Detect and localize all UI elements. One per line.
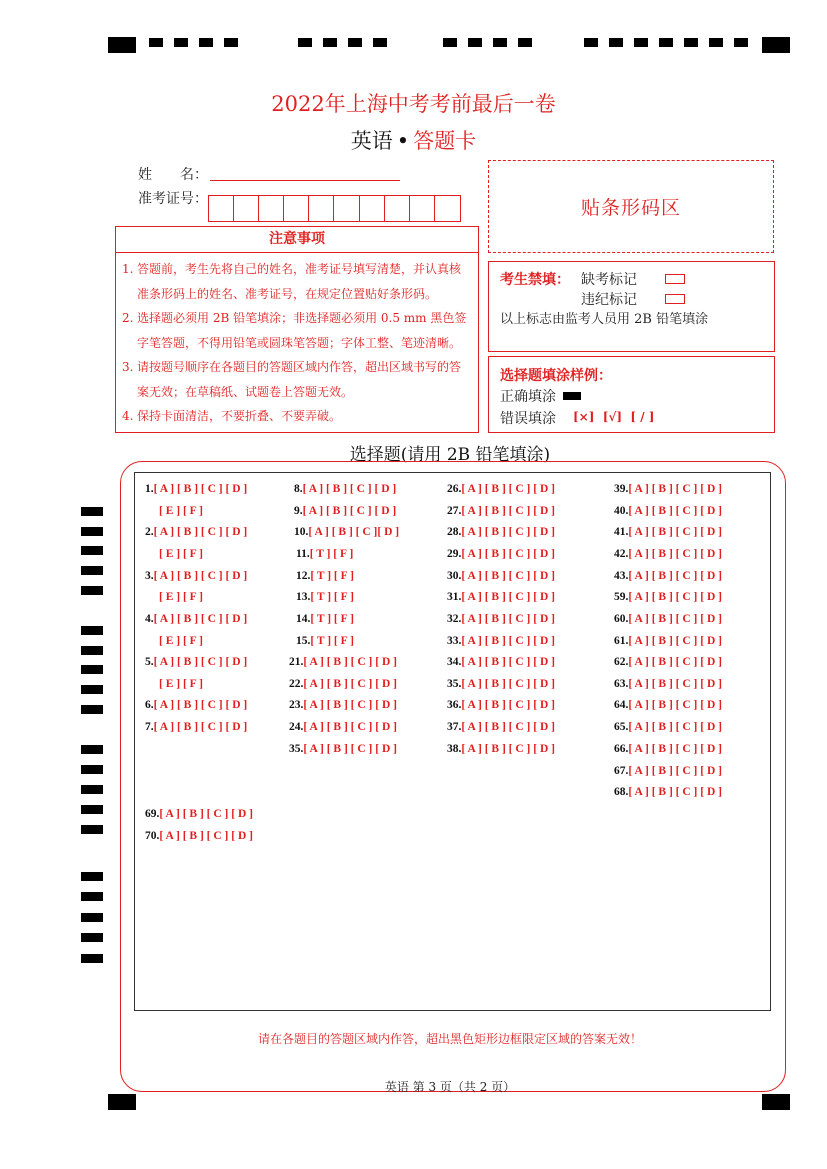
question-row[interactable] [289, 656, 397, 668]
notice-item-number: 2. [122, 311, 134, 325]
timing-mark [762, 1094, 790, 1110]
fill-sample-box [488, 356, 775, 433]
question-options[interactable]: [ A ] [ B ] [ C ] [ D ] [461, 483, 555, 495]
question-options[interactable]: [ A ] [ B ] [ C ] [ D ] [628, 635, 722, 647]
question-options[interactable]: [ T ] [ F ] [310, 570, 354, 582]
timing-mark [224, 38, 238, 47]
timing-mark [81, 913, 103, 922]
question-row[interactable] [145, 570, 247, 582]
question-options[interactable]: [ T ] [ F ] [309, 548, 354, 560]
exam-id-digit-box[interactable] [309, 196, 334, 221]
question-row[interactable] [614, 699, 722, 711]
timing-mark [149, 38, 163, 47]
question-number: 66. [614, 743, 629, 755]
section-title: 选择题(请用 2B 铅笔填涂) [349, 445, 551, 465]
absent-mark-box[interactable] [665, 274, 685, 284]
timing-mark [81, 626, 103, 635]
timing-mark [81, 665, 103, 674]
question-number: 39. [614, 483, 629, 495]
question-options[interactable]: [ A ] [ B ] [ C ] [ D ] [159, 808, 253, 820]
question-options[interactable]: [ T ] [ F ] [310, 613, 354, 625]
name-label: 姓 名： [138, 167, 208, 183]
question-row[interactable] [447, 613, 555, 625]
question-row[interactable] [289, 743, 397, 755]
question-options[interactable]: [ T ] [ F ] [310, 635, 354, 647]
question-options[interactable]: [ E ] [ F ] [159, 591, 203, 603]
question-row[interactable] [296, 635, 354, 647]
question-options[interactable]: [ A ] [ B ] [ C ] [ D ] [628, 505, 722, 517]
question-number: 40. [614, 505, 629, 517]
notice-item [122, 355, 472, 404]
notice-item [122, 404, 472, 429]
question-number: 38. [447, 743, 462, 755]
question-options[interactable]: [ A ] [ B ] [ C ] [ D ] [461, 591, 555, 603]
question-row[interactable] [447, 548, 555, 560]
subtitle-dot: • [396, 129, 410, 153]
timing-mark [81, 685, 103, 694]
question-number: 6. [145, 699, 154, 711]
question-number: 8. [294, 483, 303, 495]
question-row[interactable] [447, 721, 555, 733]
timing-mark [734, 38, 748, 47]
question-options[interactable]: [ A ] [ B ] [ C ] [ D ] [461, 721, 555, 733]
timing-mark [81, 527, 103, 536]
timing-mark [709, 38, 723, 47]
question-options[interactable]: [ A ] [ B ] [ C ] [ D ] [628, 656, 722, 668]
timing-mark [81, 785, 103, 794]
question-row[interactable] [614, 635, 722, 647]
question-number: 59. [614, 591, 629, 603]
question-row[interactable] [447, 743, 555, 755]
question-number: 26. [447, 483, 462, 495]
question-number: 2. [145, 526, 154, 538]
question-options[interactable]: [ A ] [ B ] [ C ] [ D ] [461, 505, 555, 517]
question-options[interactable]: [ A ] [ B ] [ C ] [ D ] [461, 570, 555, 582]
wrong-fill-samples: [×] [√] [ / ] [573, 410, 655, 424]
card-label: 答题卡 [413, 129, 477, 153]
exam-id-digit-box[interactable] [435, 196, 460, 221]
question-row[interactable] [145, 808, 253, 820]
subject-label: 英语 [350, 129, 393, 153]
notice-item [122, 306, 472, 355]
question-number: 32. [447, 613, 462, 625]
notice-item-text: 保持卡面清洁，不要折叠、不要弄破。 [137, 409, 342, 423]
question-options[interactable]: [ A ] [ B ] [ C ] [ D ] [628, 591, 722, 603]
timing-mark [81, 872, 103, 881]
question-number: 30. [447, 570, 462, 582]
question-row[interactable] [447, 678, 555, 690]
question-options[interactable]: [ A ] [ B ] [ C ][ D ] [308, 526, 400, 538]
question-row[interactable] [447, 570, 555, 582]
page-title: 2022年上海中考考前最后一卷 [271, 92, 556, 116]
question-options[interactable]: [ E ] [ F ] [159, 505, 203, 517]
question-row[interactable] [289, 678, 397, 690]
question-options[interactable]: [ A ] [ B ] [ C ] [ D ] [628, 570, 722, 582]
timing-mark [108, 37, 136, 53]
timing-mark [348, 38, 362, 47]
question-options[interactable]: [ A ] [ B ] [ C ] [ D ] [461, 678, 555, 690]
question-row[interactable] [289, 699, 397, 711]
question-number: 42. [614, 548, 629, 560]
question-options[interactable]: [ A ] [ B ] [ C ] [ D ] [302, 505, 397, 517]
question-number: 13. [296, 591, 311, 603]
question-number: 9. [294, 505, 303, 517]
bottom-warning: 请在各题目的答题区域内作答，超出黑色矩形边框限定区域的答案无效！ [257, 1032, 642, 1046]
question-row[interactable] [296, 613, 354, 625]
question-options[interactable]: [ E ] [ F ] [159, 548, 203, 560]
exam-id-digit-box[interactable] [259, 196, 284, 221]
timing-mark [81, 805, 103, 814]
question-options[interactable]: [ A ] [ B ] [ C ] [ D ] [303, 743, 397, 755]
question-options[interactable]: [ A ] [ B ] [ C ] [ D ] [461, 548, 555, 560]
question-row[interactable] [296, 591, 354, 603]
question-row[interactable] [447, 656, 555, 668]
question-number: 64. [614, 699, 629, 711]
question-row[interactable] [614, 656, 722, 668]
barcode-area-label: 贴条形码区 [580, 197, 681, 219]
question-options[interactable]: [ A ] [ B ] [ C ] [ D ] [461, 699, 555, 711]
question-row[interactable] [296, 548, 353, 560]
timing-mark [81, 765, 103, 774]
examiner-only-box [488, 261, 775, 352]
question-number: 34. [447, 656, 462, 668]
question-options[interactable]: [ A ] [ B ] [ C ] [ D ] [153, 613, 248, 625]
notice-item-text: 选择题必须用 2B 铅笔填涂；非选择题必须用 0.5 mm 黑色签字笔答题，不得用铅笔或圆珠笔答题；字体工整、笔迹清晰。 [137, 311, 467, 350]
question-row[interactable] [145, 483, 247, 495]
question-number: 22. [289, 678, 304, 690]
exam-id-boxes[interactable] [208, 195, 461, 222]
question-number: 1. [145, 483, 154, 495]
timing-mark [81, 705, 103, 714]
question-options[interactable]: [ T ] [ F ] [310, 591, 354, 603]
question-row[interactable] [614, 505, 722, 517]
question-row[interactable] [614, 786, 722, 798]
violation-mark-label: 违纪标记 [581, 292, 637, 308]
question-options[interactable]: [ A ] [ B ] [ C ] [ D ] [628, 613, 722, 625]
question-options[interactable]: [ A ] [ B ] [ C ] [ D ] [153, 526, 248, 538]
question-row[interactable] [447, 483, 555, 495]
question-number: 3. [145, 570, 154, 582]
question-number: 5. [145, 656, 154, 668]
exam-id-digit-box[interactable] [385, 196, 410, 221]
question-options[interactable]: [ A ] [ B ] [ C ] [ D ] [303, 678, 397, 690]
question-options[interactable]: [ A ] [ B ] [ C ] [ D ] [628, 483, 722, 495]
question-options[interactable]: [ A ] [ B ] [ C ] [ D ] [628, 526, 722, 538]
question-number: 41. [614, 526, 629, 538]
timing-mark [634, 38, 648, 47]
question-options[interactable]: [ A ] [ B ] [ C ] [ D ] [302, 483, 397, 495]
question-row[interactable] [614, 721, 722, 733]
notice-item-text: 答题前，考生先将自己的姓名，准考证号填写清楚，并认真核准条形码上的姓名、准考证号，在规定位置贴好条形码。 [137, 262, 462, 301]
question-options[interactable]: [ E ] [ F ] [159, 678, 203, 690]
question-row[interactable] [145, 613, 247, 625]
question-row[interactable] [296, 570, 354, 582]
question-row[interactable] [447, 505, 555, 517]
timing-mark [684, 38, 698, 47]
timing-mark [468, 38, 482, 47]
notice-heading: 注意事项 [116, 227, 478, 253]
wrong-fill-label: 错误填涂 [500, 411, 556, 427]
question-number: 11. [296, 548, 310, 560]
question-number: 35. [447, 678, 462, 690]
question-number: 21. [289, 656, 304, 668]
violation-mark-box[interactable] [665, 294, 685, 304]
question-number: 12. [296, 570, 311, 582]
question-number: 62. [614, 656, 629, 668]
timing-mark [493, 38, 507, 47]
timing-mark [81, 586, 103, 595]
question-row[interactable] [145, 830, 253, 842]
question-options[interactable]: [ A ] [ B ] [ C ] [ D ] [628, 786, 722, 798]
correct-fill-sample [563, 392, 581, 400]
notice-item [122, 257, 472, 306]
exam-id-label: 准考证号： [138, 191, 208, 207]
exam-id-digit-box[interactable] [410, 196, 435, 221]
question-row[interactable] [294, 505, 396, 517]
timing-mark [81, 933, 103, 942]
timing-mark [659, 38, 673, 47]
question-options[interactable]: [ A ] [ B ] [ C ] [ D ] [153, 570, 248, 582]
question-row[interactable] [614, 678, 722, 690]
question-options[interactable]: [ A ] [ B ] [ C ] [ D ] [461, 526, 555, 538]
question-row[interactable] [614, 743, 722, 755]
question-number: 43. [614, 570, 629, 582]
timing-mark [609, 38, 623, 47]
question-options[interactable]: [ A ] [ B ] [ C ] [ D ] [303, 699, 397, 711]
question-options[interactable]: [ A ] [ B ] [ C ] [ D ] [628, 765, 722, 777]
notice-item-number: 1. [122, 262, 134, 276]
timing-mark [298, 38, 312, 47]
question-row[interactable] [145, 721, 247, 733]
notice-box [115, 226, 479, 433]
timing-mark [518, 38, 532, 47]
question-row[interactable] [614, 613, 722, 625]
question-options[interactable]: [ A ] [ B ] [ C ] [ D ] [303, 656, 397, 668]
question-row[interactable] [145, 699, 247, 711]
question-row[interactable] [159, 678, 203, 690]
timing-mark [81, 892, 103, 901]
question-number: 31. [447, 591, 462, 603]
notice-item-number: 4. [122, 409, 134, 423]
question-options[interactable]: [ A ] [ B ] [ C ] [ D ] [159, 830, 253, 842]
question-row[interactable] [145, 526, 247, 538]
question-number: 60. [614, 613, 629, 625]
page-footer: 英语 第 3 页（共 2 页） [384, 1080, 516, 1094]
page-subtitle [0, 125, 827, 155]
question-row[interactable] [614, 548, 722, 560]
question-row[interactable] [447, 591, 555, 603]
question-row[interactable] [447, 635, 555, 647]
question-options[interactable]: [ A ] [ B ] [ C ] [ D ] [461, 656, 555, 668]
question-options[interactable]: [ A ] [ B ] [ C ] [ D ] [628, 678, 722, 690]
question-number: 37. [447, 721, 462, 733]
question-number: 23. [289, 699, 304, 711]
question-number: 14. [296, 613, 311, 625]
question-options[interactable]: [ A ] [ B ] [ C ] [ D ] [153, 656, 248, 668]
examiner-note: 以上标志由监考人员用 2B 铅笔填涂 [500, 312, 709, 327]
absent-mark-label: 缺考标记 [581, 272, 637, 288]
question-row[interactable] [614, 765, 722, 777]
question-row[interactable] [614, 570, 722, 582]
question-number: 68. [614, 786, 629, 798]
question-options[interactable]: [ A ] [ B ] [ C ] [ D ] [153, 699, 248, 711]
question-row[interactable] [614, 483, 722, 495]
timing-mark [81, 546, 103, 555]
question-number: 35. [289, 743, 304, 755]
timing-mark [81, 566, 103, 575]
timing-mark [199, 38, 213, 47]
exam-id-digit-box[interactable] [284, 196, 309, 221]
question-number: 70. [145, 830, 160, 842]
question-number: 67. [614, 765, 629, 777]
question-options[interactable]: [ A ] [ B ] [ C ] [ D ] [628, 548, 722, 560]
question-options[interactable]: [ A ] [ B ] [ C ] [ D ] [628, 699, 722, 711]
question-options[interactable]: [ A ] [ B ] [ C ] [ D ] [153, 721, 248, 733]
timing-mark [108, 1094, 136, 1110]
question-number: 36. [447, 699, 462, 711]
question-row[interactable] [447, 526, 555, 538]
question-row[interactable] [447, 699, 555, 711]
notice-item-number: 3. [122, 360, 134, 374]
timing-mark [584, 38, 598, 47]
question-options[interactable]: [ A ] [ B ] [ C ] [ D ] [461, 613, 555, 625]
timing-mark [81, 825, 103, 834]
question-number: 27. [447, 505, 462, 517]
question-row[interactable] [294, 483, 396, 495]
question-number: 69. [145, 808, 160, 820]
question-number: 61. [614, 635, 629, 647]
exam-id-digit-box[interactable] [360, 196, 385, 221]
question-number: 33. [447, 635, 462, 647]
question-number: 4. [145, 613, 154, 625]
question-row[interactable] [145, 656, 247, 668]
question-options[interactable]: [ A ] [ B ] [ C ] [ D ] [303, 721, 397, 733]
name-field[interactable] [210, 180, 400, 181]
timing-mark [174, 38, 188, 47]
fill-sample-label: 选择题填涂样例： [500, 368, 612, 384]
correct-fill-label: 正确填涂 [500, 389, 556, 405]
exam-id-digit-box[interactable] [234, 196, 259, 221]
question-options[interactable]: [ A ] [ B ] [ C ] [ D ] [461, 635, 555, 647]
question-options[interactable]: [ A ] [ B ] [ C ] [ D ] [628, 721, 722, 733]
question-row[interactable] [614, 526, 722, 538]
question-row[interactable] [159, 635, 203, 647]
question-row[interactable] [159, 505, 203, 517]
question-row[interactable] [614, 591, 722, 603]
question-number: 10. [294, 526, 309, 538]
exam-id-digit-box[interactable] [334, 196, 359, 221]
question-number: 24. [289, 721, 304, 733]
timing-mark [373, 38, 387, 47]
barcode-area [488, 160, 774, 253]
notice-item-text: 请按题号顺序在各题目的答题区域内作答，超出区域书写的答案无效；在草稿纸、试题卷上答题无效。 [137, 360, 462, 399]
examiner-only-label: 考生禁填： [500, 272, 570, 288]
question-number: 63. [614, 678, 629, 690]
question-number: 15. [296, 635, 311, 647]
timing-mark [323, 38, 337, 47]
question-row[interactable] [159, 591, 203, 603]
question-options[interactable]: [ E ] [ F ] [159, 635, 203, 647]
timing-mark [81, 646, 103, 655]
question-row[interactable] [294, 526, 399, 538]
question-row[interactable] [159, 548, 203, 560]
timing-mark [81, 507, 103, 516]
question-number: 28. [447, 526, 462, 538]
timing-mark [81, 954, 103, 963]
question-options[interactable]: [ A ] [ B ] [ C ] [ D ] [628, 743, 722, 755]
question-number: 65. [614, 721, 629, 733]
question-options[interactable]: [ A ] [ B ] [ C ] [ D ] [153, 483, 248, 495]
question-number: 7. [145, 721, 154, 733]
timing-mark [762, 37, 790, 53]
timing-mark [443, 38, 457, 47]
question-number: 29. [447, 548, 462, 560]
exam-id-digit-box[interactable] [209, 196, 234, 221]
timing-mark [81, 745, 103, 754]
question-options[interactable]: [ A ] [ B ] [ C ] [ D ] [461, 743, 555, 755]
question-row[interactable] [289, 721, 397, 733]
